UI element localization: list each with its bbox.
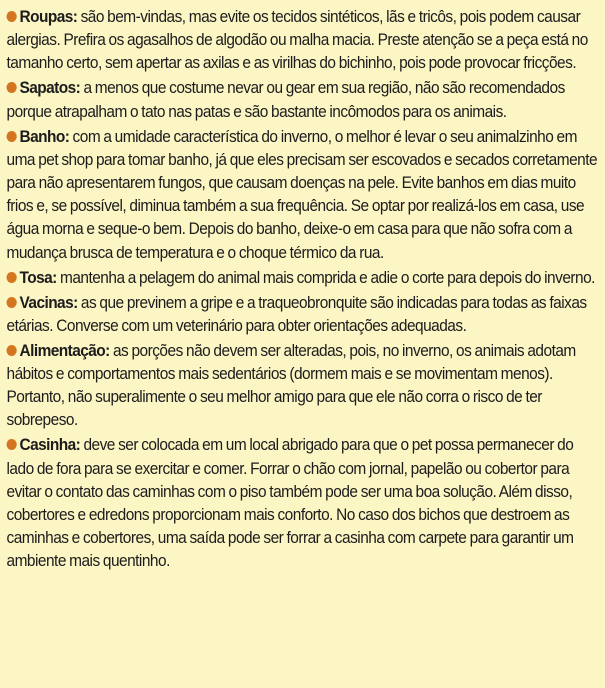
tip-label: Banho: xyxy=(19,126,70,146)
tip-alimentacao xyxy=(7,339,599,432)
bullet-icon xyxy=(7,345,17,356)
tip-text: mantenha a pelagem do animal mais comprida e adie o corte para depois do inverno. xyxy=(56,267,595,287)
tip-roupas xyxy=(7,5,599,75)
tip-vacinas xyxy=(7,291,599,337)
tip-text: deve ser colocada em um local abrigado para que o pet possa permanecer do lado de fora para se exercitar e comer. Forrar o chão com jornal, papelão ou cobertor para evitar o contato das caminhas com o piso também pode ser uma boa solução. Além disso, cobertores e edredons proporcionam mais conforto. No caso dos bichos que destroem as caminhas e cobertores, uma saída pode ser forrar a casinha com carpete para garantir um ambiente mais quentinho. xyxy=(6,435,574,571)
bullet-icon xyxy=(7,131,17,142)
bullet-icon xyxy=(7,297,17,308)
tip-text: as que previnem a gripe e a traqueobronquite são indicadas para todas as faixas etárias. Converse com um veterinário para obter orientações adequadas. xyxy=(6,292,587,335)
tip-label: Tosa: xyxy=(19,267,57,287)
tip-label: Vacinas: xyxy=(19,292,78,312)
tip-casinha xyxy=(7,433,599,572)
tip-label: Sapatos: xyxy=(19,78,81,98)
tip-tosa xyxy=(7,266,599,289)
bullet-icon xyxy=(7,82,17,93)
tip-text: a menos que costume nevar ou gear em sua região, não são recomendados porque atrapalham o tato nas patas e são bastante incômodos para os animais. xyxy=(6,78,565,121)
tip-sapatos xyxy=(7,76,599,122)
bullet-icon xyxy=(7,11,17,22)
tip-text: as porções não devem ser alteradas, pois, no inverno, os animais adotam hábitos e comportamentos mais sedentários (dormem mais e se movimentam menos). Portanto, não superalimente o seu melhor amigo para que ele não corra o risco de ter sobrepeso. xyxy=(6,340,576,430)
tip-label: Alimentação: xyxy=(19,340,110,360)
tip-text: com a umidade característica do inverno, o melhor é levar o seu animalzinho em uma pet shop para tomar banho, já que eles precisam ser escovados e secados corretamente para não apresentarem fungos, que causam doenças na pele. Evite banhos em dias muito frios e, se possível, diminua também a sua frequência. Se optar por realizá-los em casa, use água morna e seque-o bem. Depois do banho, deixe-o em casa para que não sofra com a mudança brusca de temperatura e o choque térmico da rua. xyxy=(6,126,598,262)
bullet-icon xyxy=(7,272,17,283)
bullet-icon xyxy=(7,439,17,450)
tip-label: Casinha: xyxy=(19,435,81,455)
tip-banho xyxy=(7,125,599,264)
tip-text: são bem-vindas, mas evite os tecidos sintéticos, lãs e tricôs, pois podem causar alergias. Prefira os agasalhos de algodão ou malha macia. Preste atenção se a peça está no tamanho certo, sem apertar as axilas e as virilhas do bichinho, pois pode provocar fricções. xyxy=(6,7,588,73)
tip-label: Roupas: xyxy=(19,7,78,26)
